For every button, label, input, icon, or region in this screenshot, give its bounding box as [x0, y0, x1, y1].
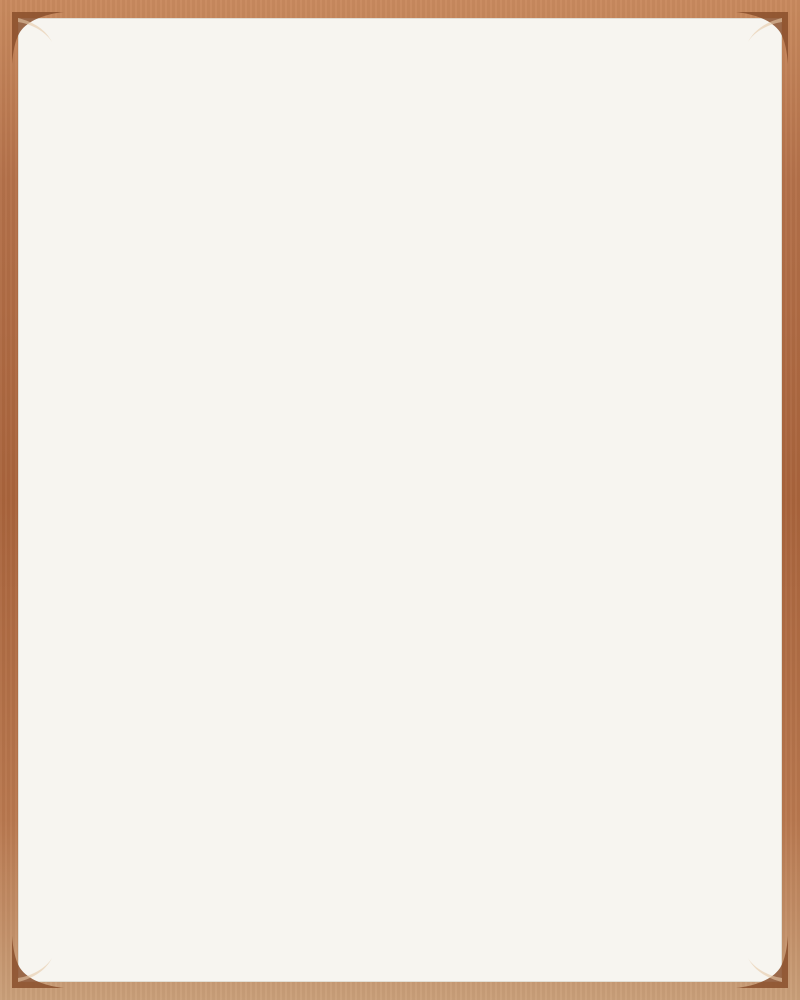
ornament-corner-top-left-icon	[12, 12, 64, 64]
card-inner-panel	[18, 18, 782, 982]
ornament-corner-bottom-right-icon	[736, 936, 788, 988]
ornament-corner-top-right-icon	[736, 12, 788, 64]
ornament-corner-bottom-left-icon	[12, 936, 64, 988]
